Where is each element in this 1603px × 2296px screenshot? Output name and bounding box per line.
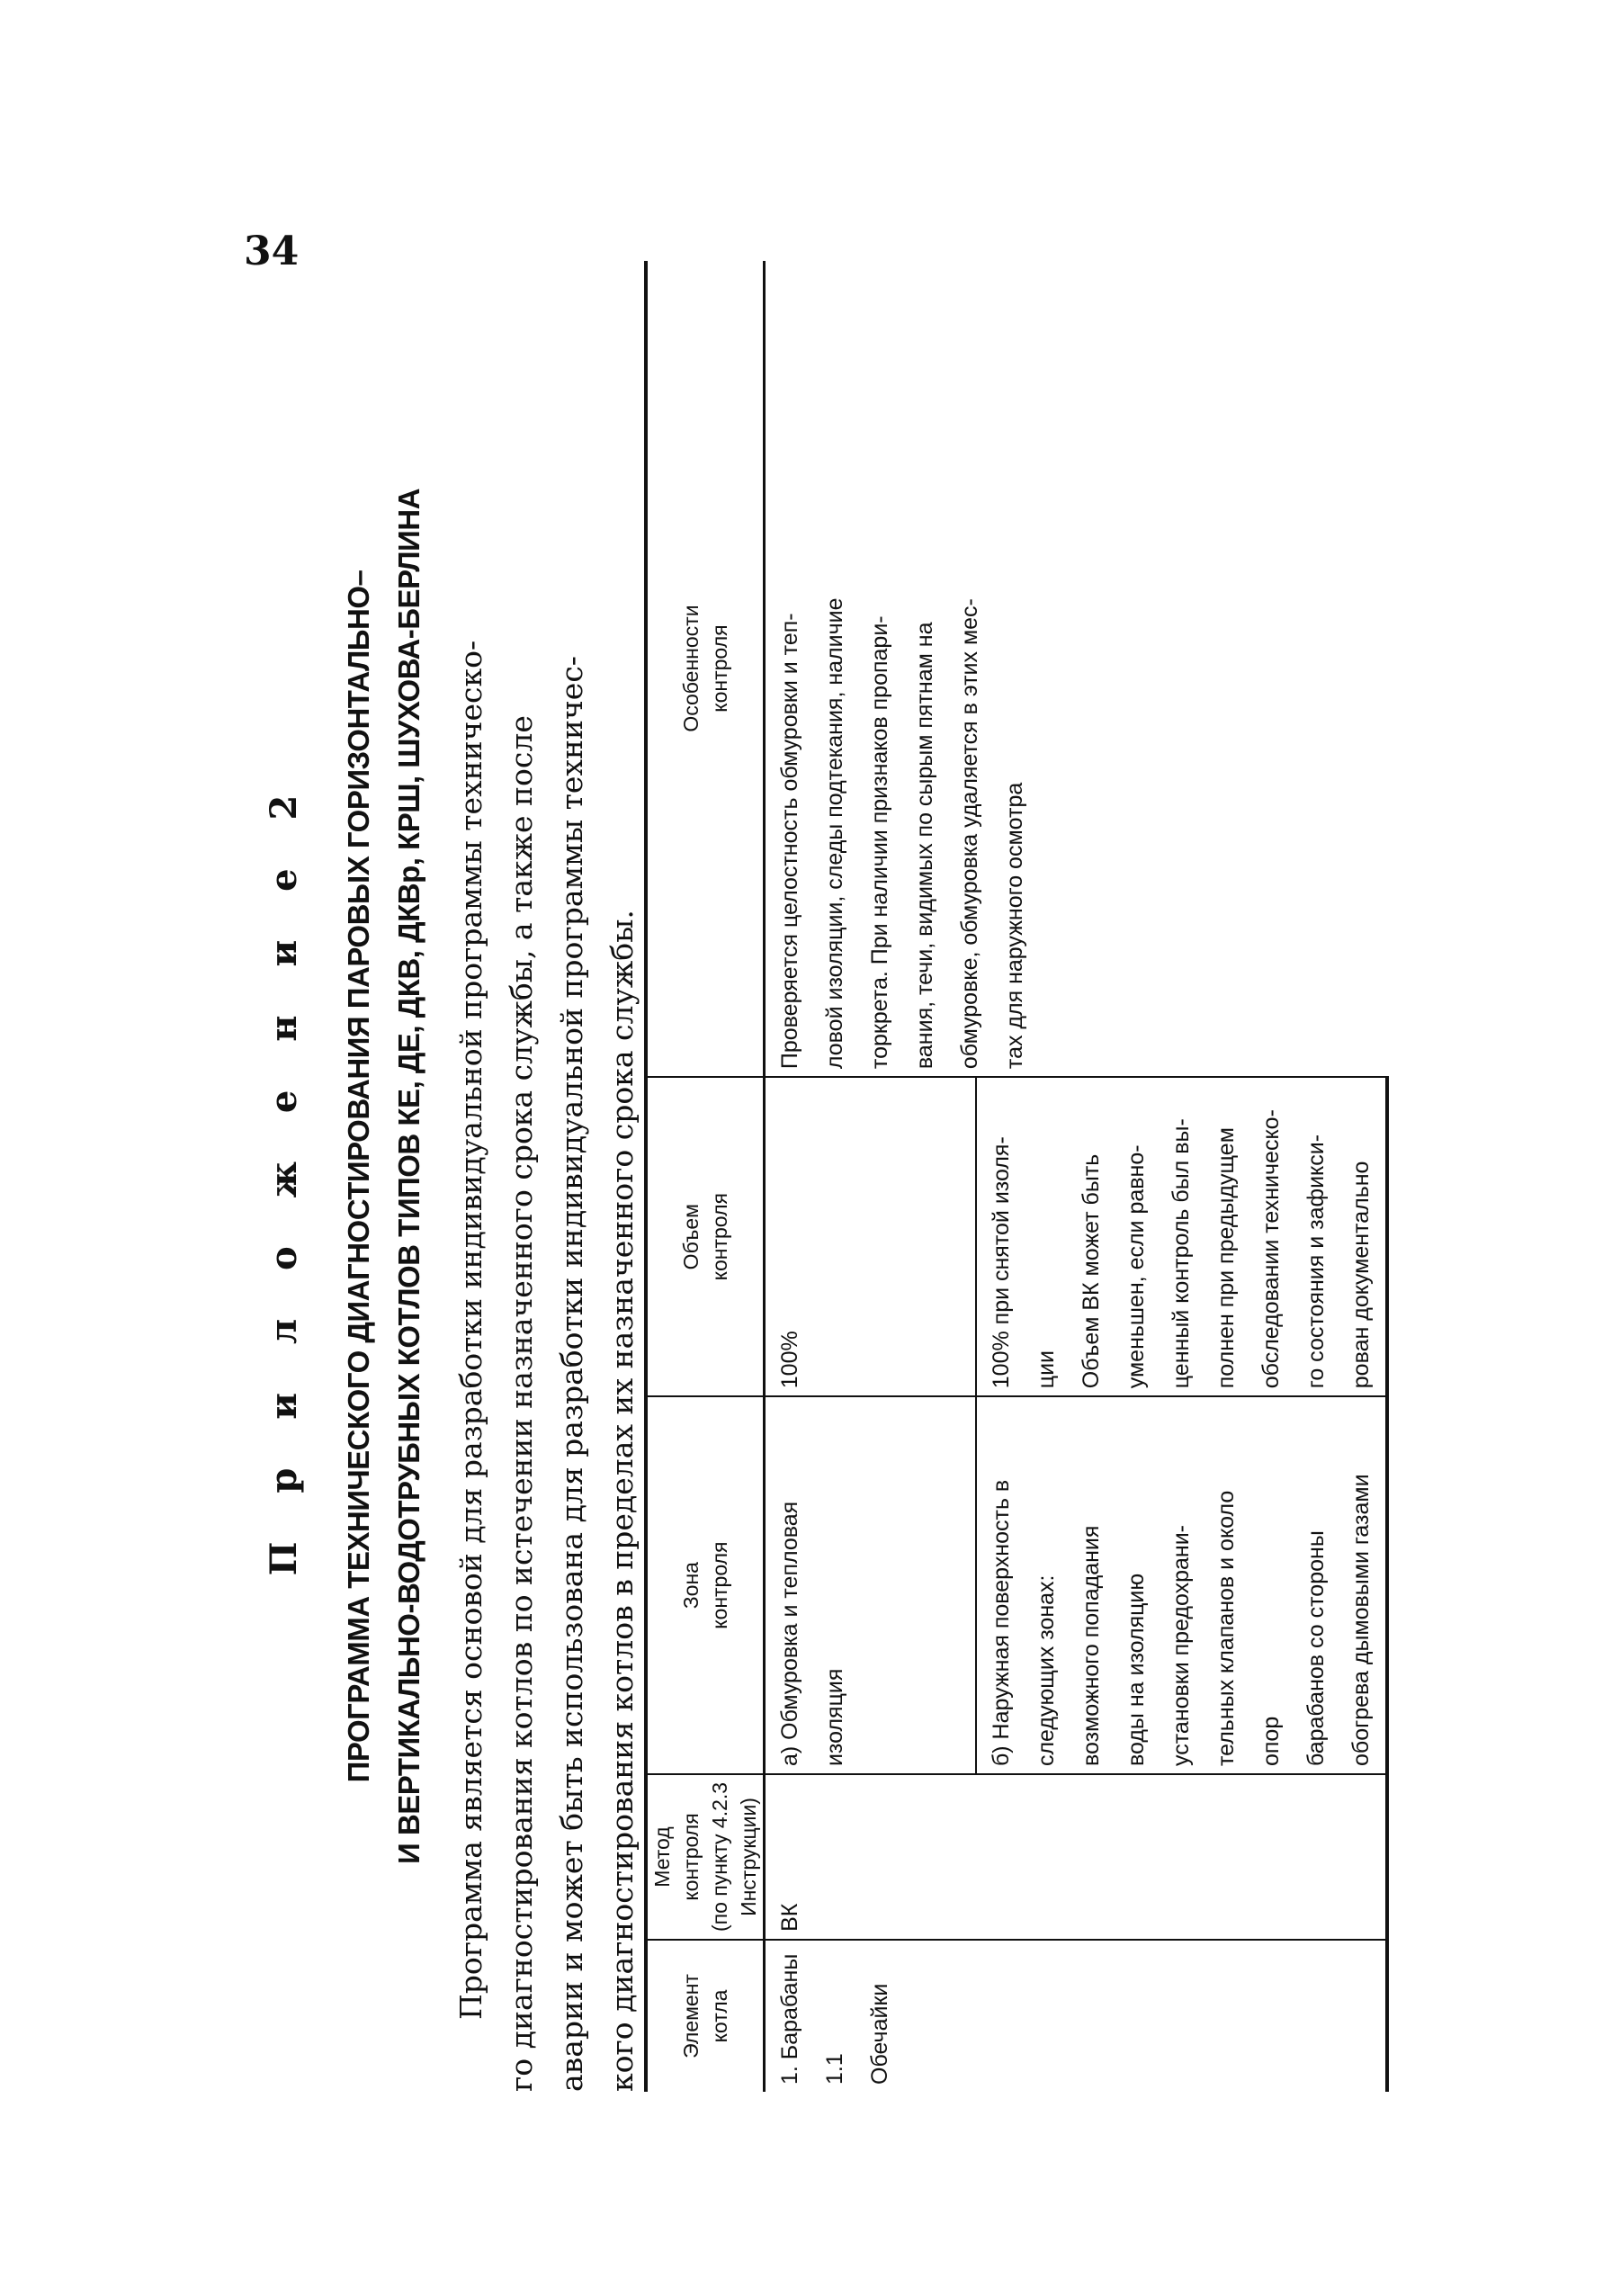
header-notes (646, 261, 765, 1077)
table-row (765, 261, 976, 2092)
header-text: Метод контроля (650, 1813, 703, 1901)
cell-zone: б) Наружная поверхность в следующих зонах: возможного попадания воды на изоляцию установки предохрани- тельных клапанов и около опор барабанов со стороны обогрева дымовыми газами (976, 1396, 1387, 1774)
cell-element (976, 1940, 1387, 2092)
cell-volume: 100% (765, 1077, 976, 1396)
header-text: контроля (708, 624, 731, 713)
header-text: Зона (679, 1562, 703, 1610)
document-title-line-2: И ВЕРТИКАЛЬНО-ВОДОТРУБНЫХ КОТЛОВ ТИПОВ КЕ, ДЕ, ДКВ, ДКВр, КРШ, ШУХОВА-БЕРЛИНА (392, 489, 425, 1864)
header-volume (646, 1077, 765, 1396)
intro-line: кого диагностирования котлов в пределах их назначенного срока службы. (604, 910, 640, 2092)
cell-element: 1. Барабаны 1.1 Обечайки (765, 1940, 976, 2092)
page-number: 34 (244, 229, 300, 274)
cell-method (976, 1774, 1387, 1940)
header-text: Инструкции) (737, 1798, 760, 1916)
intro-line: Программа является основой для разработки индивидуальной программы техническо- (453, 640, 488, 2020)
header-text: Объем (679, 1204, 703, 1270)
cell-notes: Проверяется целостность обмуровки и теп- ловой изоляции, следы подтекания, наличие торкрета. При наличии признаков пропари- вания, течи, видимых по сырым пятнам на обмуровке, обмуровка удаляется в этих мес- тах для наружного осмотра (765, 261, 1387, 1077)
header-text: (по пункту 4.2.3 (708, 1781, 731, 1933)
document-title (334, 261, 434, 2092)
header-element (646, 1940, 765, 2092)
header-text: контроля (708, 1193, 731, 1281)
intro-line: аварии и может быть использована для разработки индивидуальной программы техничес- (554, 656, 589, 2092)
intro-paragraph (446, 261, 648, 2092)
header-text: котла (708, 1989, 731, 2043)
header-zone (646, 1396, 765, 1774)
table-header-row (646, 261, 765, 2092)
header-text: Особенности (679, 605, 703, 732)
header-method (646, 1774, 765, 1940)
header-text: Элемент (679, 1974, 703, 2058)
intro-line: го диагностирования котлов по истечении назначенного срока службы, а также после (504, 715, 539, 2092)
header-text: контроля (708, 1541, 731, 1629)
cell-method: ВК (765, 1774, 976, 1940)
cell-volume: 100% при снятой изоля- ции Объем ВК может быть уменьшен, если равно- ценный контроль был вы- полнен при предыдущем обследовании техническо- го состояния и зафикси- рован документально (976, 1077, 1387, 1396)
rotated-content (244, 229, 1382, 2092)
diagnostics-table (644, 261, 1389, 2092)
cell-zone: а) Обмуровка и тепловая изоляция (765, 1396, 976, 1774)
document-title-line-1: ПРОГРАММА ТЕХНИЧЕСКОГО ДИАГНОСТИРОВАНИЯ ПАРОВЫХ ГОРИЗОНТАЛЬНО– (342, 570, 375, 1783)
appendix-title: П р и л о ж е н и е 2 (263, 776, 305, 1576)
